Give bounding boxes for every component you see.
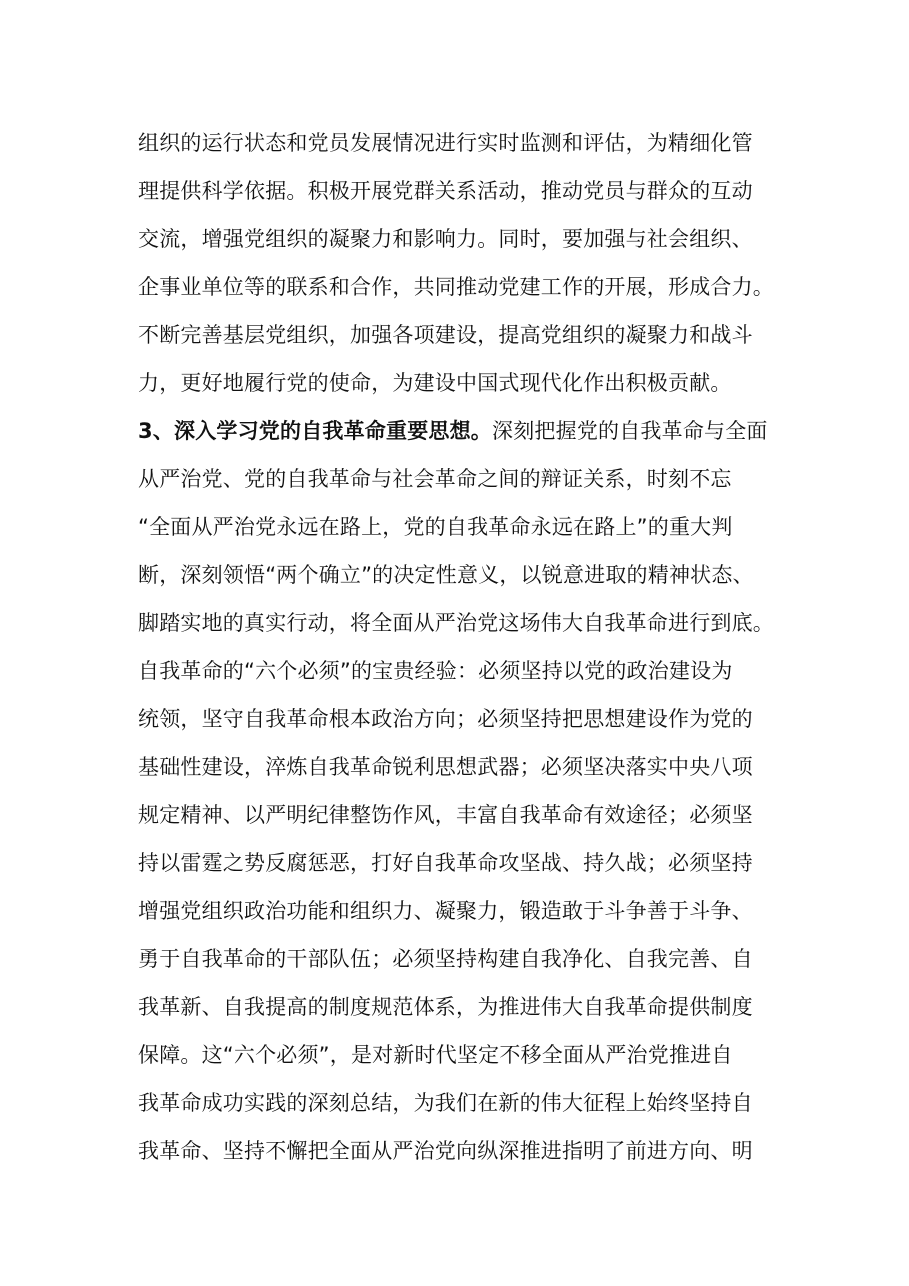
- paragraph-line: 增强党组织政治功能和组织力、凝聚力，锻造敢于斗争善于斗争、: [138, 899, 753, 923]
- paragraph-line: “全面从严治党永远在路上，党的自我革命永远在路上”的重大判: [138, 515, 733, 539]
- paragraph-line: 从严治党、党的自我革命与社会革命之间的辩证关系，时刻不忘: [138, 467, 732, 491]
- section-heading: 3、深入学习党的自我革命重要思想。: [138, 419, 493, 443]
- section-heading-line: [138, 419, 798, 443]
- paragraph-line: 我革新、自我提高的制度规范体系，为推进伟大自我革命提供制度: [138, 995, 753, 1019]
- paragraph-line: 规定精神、以严明纪律整饬作风，丰富自我革命有效途径；必须坚: [138, 803, 753, 827]
- paragraph-line: 我革命、坚持不懈把全面从严治党向纵深推进指明了前进方向、明: [138, 1139, 753, 1163]
- paragraph-line: 自我革命的“六个必须”的宝贵经验：必须坚持以党的政治建设为: [138, 659, 733, 683]
- paragraph-line: 脚踏实地的真实行动，将全面从严治党这场伟大自我革命进行到底。: [138, 611, 774, 635]
- paragraph-line: 我革命成功实践的深刻总结，为我们在新的伟大征程上始终坚持自: [138, 1091, 753, 1115]
- paragraph-line: 断，深刻领悟“两个确立”的决定性意义，以锐意进取的精神状态、: [138, 563, 754, 587]
- paragraph-line: 不断完善基层党组织，加强各项建设，提高党组织的凝聚力和战斗: [138, 323, 753, 347]
- paragraph-line: 力，更好地履行党的使命，为建设中国式现代化作出积极贡献。: [138, 371, 732, 395]
- paragraph-line: 勇于自我革命的干部队伍；必须坚持构建自我净化、自我完善、自: [138, 947, 753, 971]
- paragraph-line: 统领，坚守自我革命根本政治方向；必须坚持把思想建设作为党的: [138, 707, 753, 731]
- paragraph-line: 理提供科学依据。积极开展党群关系活动，推动党员与群众的互动: [138, 179, 753, 203]
- paragraph-line: 保障。这“六个必须”，是对新时代坚定不移全面从严治党推进自: [138, 1043, 733, 1067]
- paragraph-text: 深刻把握党的自我革命与全面: [492, 419, 768, 443]
- paragraph-line: 企事业单位等的联系和合作，共同推动党建工作的开展，形成合力。: [138, 275, 774, 299]
- paragraph-line: 组织的运行状态和党员发展情况进行实时监测和评估，为精细化管: [138, 131, 753, 155]
- paragraph-line: 交流，增强党组织的凝聚力和影响力。同时，要加强与社会组织、: [138, 227, 753, 251]
- paragraph-line: 基础性建设，淬炼自我革命锐利思想武器；必须坚决落实中央八项: [138, 755, 753, 779]
- paragraph-line: 持以雷霆之势反腐惩恶，打好自我革命攻坚战、持久战；必须坚持: [138, 851, 753, 875]
